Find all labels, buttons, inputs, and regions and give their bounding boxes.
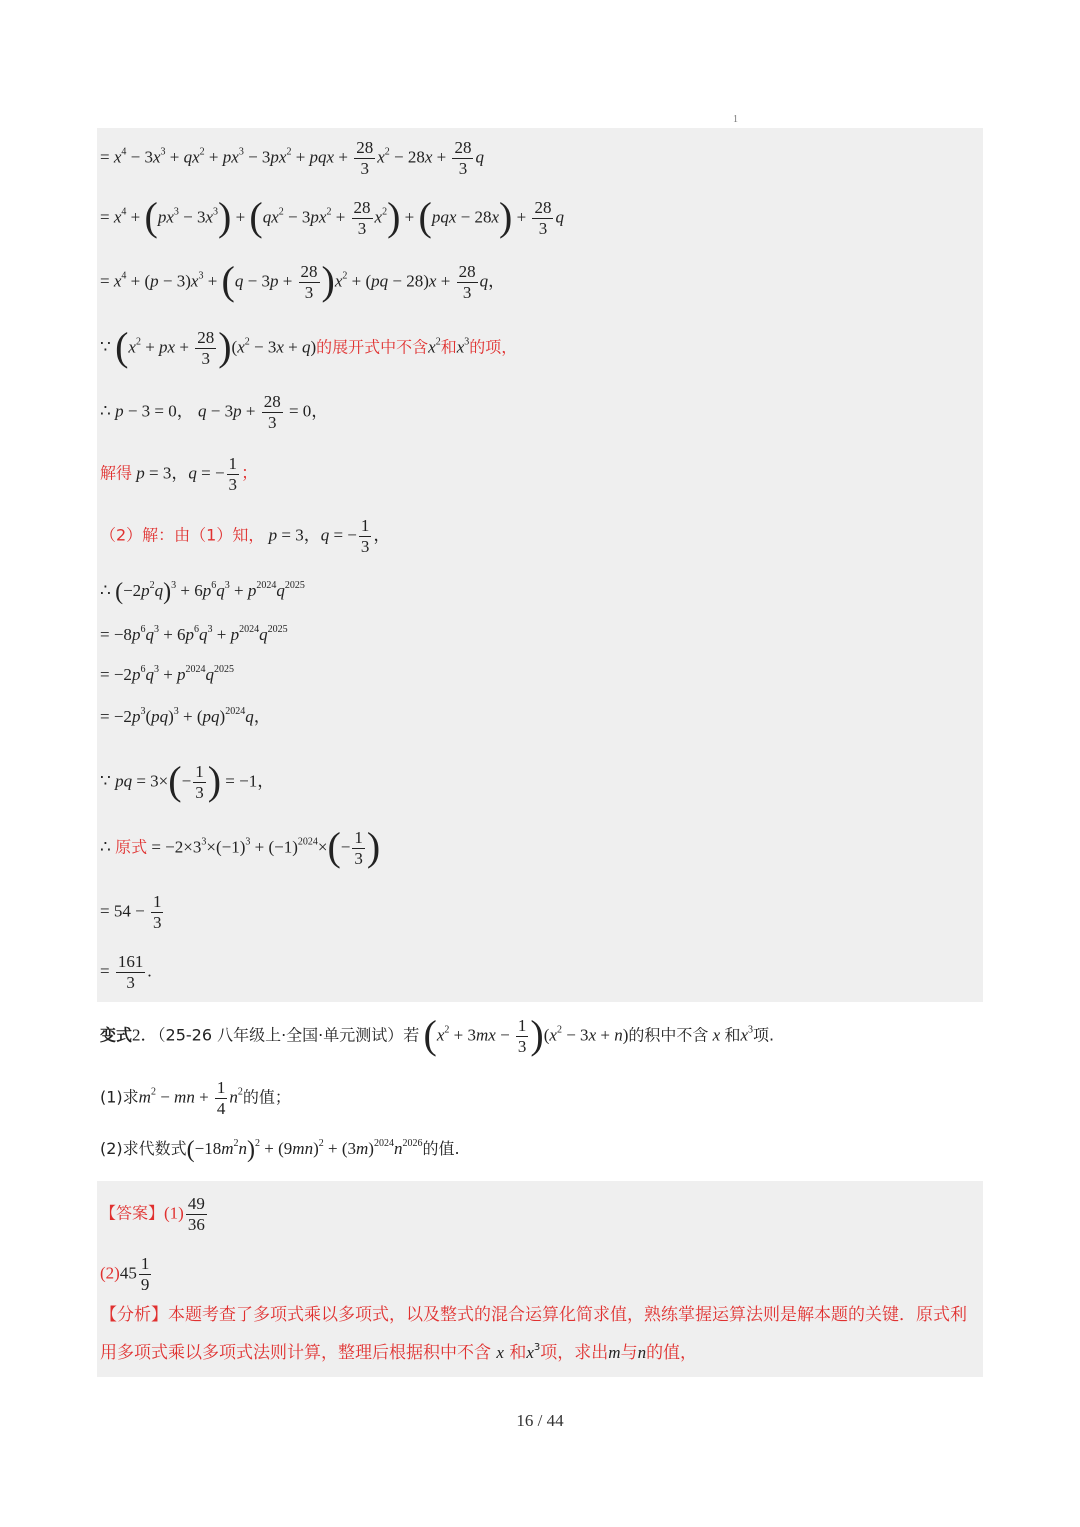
question-1: (1)求$m^2$ − mn + $\frac{1}{4}$ $n^2$的值； <box>100 1078 291 1118</box>
math-line: ∴ p − 3 = 0， q − 3p + $\frac{28}{3}$ = 0， <box>100 392 329 432</box>
variant-problem: 变式2．（25-26 八年级上·全国·单元测试）若 ($x^2 + 3mx$ − $\frac{1}{3}$ )$(x^2 - 3x + n)$的积中不含 x 和$x^3$项. <box>100 1011 775 1057</box>
fraction: $\frac{1}{3}$ <box>354 828 363 868</box>
fraction: $\frac{28}{3}$ <box>458 262 476 302</box>
fraction: $\frac{161}{3}$ <box>117 952 144 992</box>
math-line: ∴ $(-2p^2q)^3 + 6p^6q^3 + p^{2024}q^{2025}$ <box>100 579 305 606</box>
math-line: （2）解：由（1）知， p = 3，q = − $\frac{1}{3}$ ， <box>100 516 391 556</box>
math-line: ∴ 原式 = $-2\times 3^3\times(-1)^3 + (-1)^{2024}\times(-$ $\frac{1}{3}$ ) <box>100 823 381 869</box>
math-line: = $\frac{161}{3}$ . <box>100 952 152 992</box>
math-line: ∵ ($x^2$ + px + $\frac{28}{3}$ )$(x^2 - 3x + q)$的展开式中不含$x^2$和$x^3$的项， <box>100 323 518 369</box>
answer-1: 【答案】(1) $\frac{49}{36}$ <box>100 1194 205 1234</box>
fraction: $\frac{1}{3}$ <box>228 454 238 494</box>
answer-2: (2)45 $\frac{1}{9}$ <box>100 1254 150 1294</box>
fraction: $\frac{1}{3}$ <box>195 762 204 802</box>
math-line: = $-2p^3(pq)^3 + (pq)^{2024}q$， <box>100 706 271 726</box>
math-line: 解得 p = 3，q = − $\frac{1}{3}$ ； <box>100 454 259 494</box>
analysis: 【分析】本题考查了多项式乘以多项式，以及整式的混合运算化简求值，熟练掌握运算法则是解本题的关键．原式利用多项式乘以多项式法则计算，整理后根据积中不含 x 和$x^3$项，求出m与n的值， <box>100 1305 967 1363</box>
fraction: $\frac{28}{3}$ <box>353 198 371 238</box>
fraction: $\frac{1}{3}$ <box>152 892 162 932</box>
math-line: = $x^4 + (px^3 - 3x^3) + (qx^2 - 3px^2$ + $\frac{28}{3}$ $x^2) + (pqx - 28x)$ + $\frac{28}{3}$ q <box>100 193 564 239</box>
math-line: = 54 − $\frac{1}{3}$ <box>100 892 162 932</box>
fraction: $\frac{28}{3}$ <box>356 138 374 178</box>
fraction: $\frac{28}{3}$ <box>300 262 318 302</box>
fraction: $\frac{49}{36}$ <box>187 1194 205 1234</box>
fraction: $\frac{1}{9}$ <box>140 1254 150 1294</box>
math-line: = $x^4 - 3x^3 + qx^2 + px^3 - 3px^2$ + pqx + $\frac{28}{3}$ $x^2 - 28x$ + $\frac{28}{3}$ q <box>100 138 484 178</box>
fraction: $\frac{1}{3}$ <box>517 1016 527 1056</box>
fraction: $\frac{1}{3}$ <box>360 516 370 556</box>
math-line: ∵ pq = 3×(− $\frac{1}{3}$ ) = −1， <box>100 757 275 803</box>
page-number: 16 / 44 <box>516 1411 564 1430</box>
math-line: = $-8p^6q^3 + 6p^6q^3 + p^{2024}q^{2025}$ <box>100 624 288 644</box>
fraction: $\frac{28}{3}$ <box>534 198 552 238</box>
fraction: $\frac{28}{3}$ <box>197 328 215 368</box>
math-line: = $x^4 + (p - 3)x^3 + (q - 3p$ + $\frac{28}{3}$ )$x^2 + (pq - 28)x$ + $\frac{28}{3}$ q， <box>100 257 506 303</box>
math-line: = $-2p^6q^3 + p^{2024}q^{2025}$ <box>100 664 235 684</box>
condition-text: 的展开式中不含 <box>316 337 429 357</box>
fraction: $\frac{1}{4}$ <box>216 1078 226 1118</box>
page-mark: 1 <box>733 114 738 125</box>
fraction: $\frac{28}{3}$ <box>454 138 472 178</box>
question-2: (2)求代数式$(-18m^2n)^2 + (9mn)^2 + (3m)^{2024}n^{2026}$的值. <box>100 1137 460 1164</box>
fraction: $\frac{28}{3}$ <box>263 392 281 432</box>
